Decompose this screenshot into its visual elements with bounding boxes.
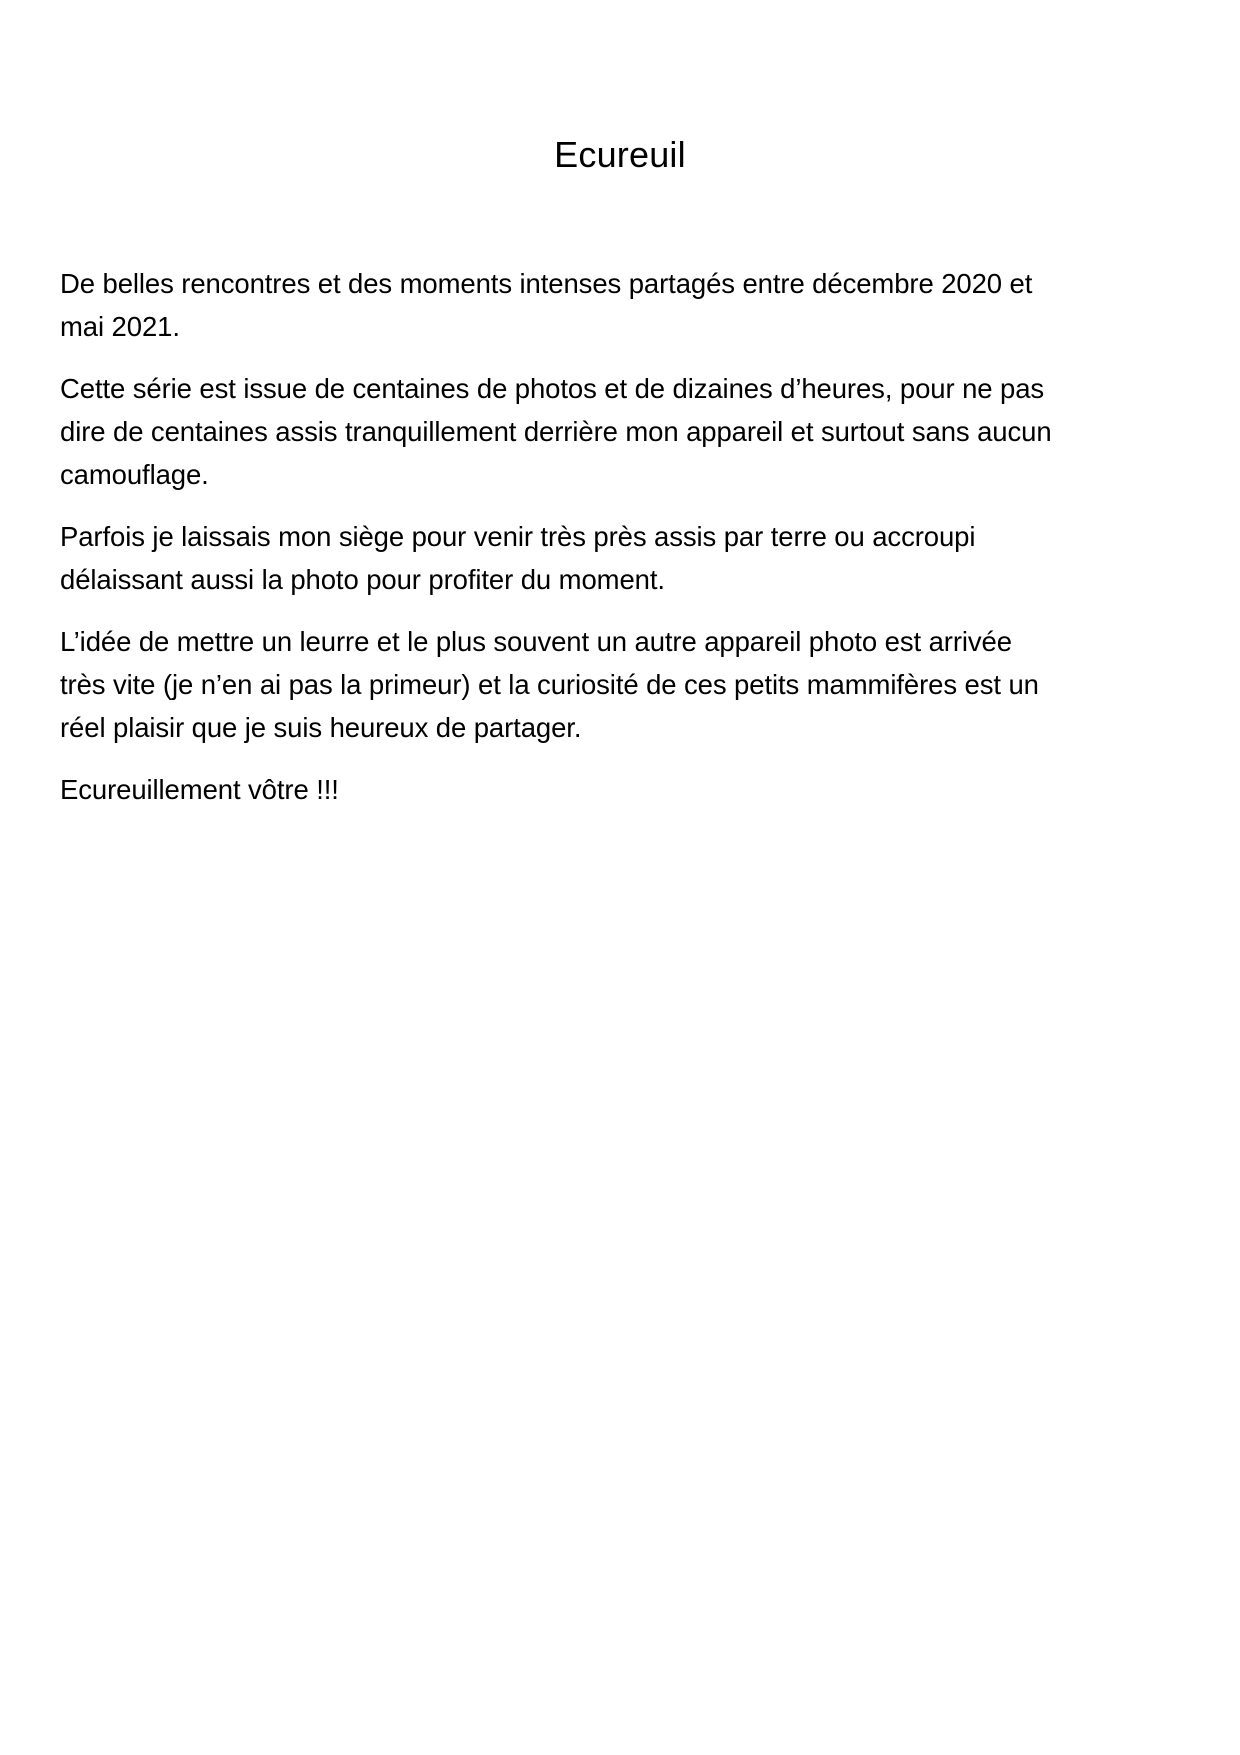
paragraph-line: réel plaisir que je suis heureux de partager. bbox=[60, 712, 582, 743]
paragraph-line: dire de centaines assis tranquillement derrière mon appareil et surtout sans aucun bbox=[60, 416, 1052, 447]
paragraph-line: De belles rencontres et des moments intenses partagés entre décembre 2020 et bbox=[60, 268, 1033, 299]
paragraph-line: mai 2021. bbox=[60, 311, 180, 342]
document-title: Ecureuil bbox=[554, 134, 686, 175]
paragraph-line: camouflage. bbox=[60, 459, 209, 490]
closing-line: Ecureuillement vôtre !!! bbox=[60, 774, 339, 805]
paragraph-line: Parfois je laissais mon siège pour venir très près assis par terre ou accroupi bbox=[60, 521, 976, 552]
paragraph-line: Cette série est issue de centaines de photos et de dizaines d’heures, pour ne pas bbox=[60, 373, 1045, 404]
paragraph-line: L’idée de mettre un leurre et le plus souvent un autre appareil photo est arrivée bbox=[60, 626, 1012, 657]
paragraph-line: délaissant aussi la photo pour profiter du moment. bbox=[60, 564, 665, 595]
paragraph-line: très vite (je n’en ai pas la primeur) et la curiosité de ces petits mammifères est un bbox=[60, 669, 1039, 700]
